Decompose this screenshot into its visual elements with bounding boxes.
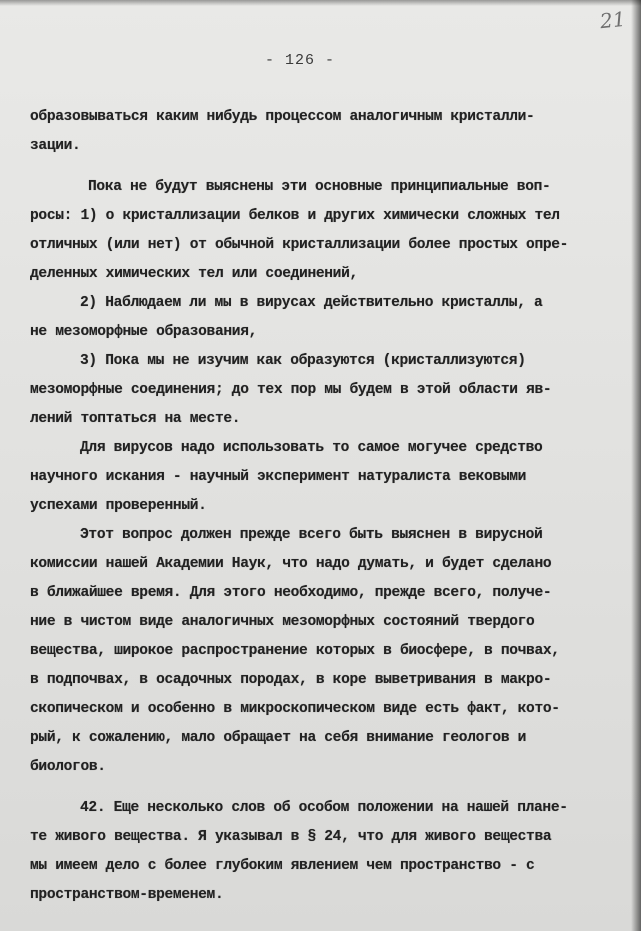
text-line: Пока не будут выяснены эти основные принципиальные воп- <box>88 179 551 195</box>
scan-shadow-top <box>0 0 641 6</box>
scan-shadow-right <box>631 0 641 931</box>
text-line: зации. <box>30 138 81 154</box>
page-number: - 126 - <box>264 52 335 69</box>
text-line: мезоморфные соединения; до тех пор мы будем в этой области яв- <box>30 382 552 398</box>
text-line: вещества, широкое распространение которых в биосфере, в почвах, <box>30 643 560 659</box>
text-line: росы: 1) о кристаллизации белков и других химически сложных тел <box>30 208 560 224</box>
text-line: ние в чистом виде аналогичных мезоморфных состояний твердого <box>30 614 535 630</box>
text-line: комиссии нашей Академии Наук, что надо думать, и будет сделано <box>30 556 552 572</box>
text-line: биологов. <box>30 759 106 775</box>
text-line: в подпочвах, в осадочных породах, в коре выветривания в макро- <box>30 672 552 688</box>
document-body <box>30 103 620 910</box>
text-line: рый, к сожалению, мало обращает на себя внимание геологов и <box>30 730 527 746</box>
text-line: научного искания - научный эксперимент натуралиста вековыми <box>30 469 527 485</box>
text-line: в ближайшее время. Для этого необходимо, прежде всего, получе- <box>30 585 552 601</box>
text-line: не мезоморфные образования, <box>30 324 258 340</box>
text-line: деленных химических тел или соединений, <box>30 266 358 282</box>
text-line: Этот вопрос должен прежде всего быть выяснен в вирусной <box>80 527 543 543</box>
text-line: лений топтаться на месте. <box>30 411 241 427</box>
text-line: скопическом и особенно в микроскопическом виде есть факт, кото- <box>30 701 560 717</box>
text-line: те живого вещества. Я указывал в § 24, что для живого вещества <box>30 829 552 845</box>
text-line: пространством-временем. <box>30 887 224 903</box>
text-line: образовываться каким нибудь процессом аналогичным кристалли- <box>30 109 535 125</box>
text-line: отличных (или нет) от обычной кристаллизации более простых опре- <box>30 237 569 253</box>
text-line: 2) Наблюдаем ли мы в вирусах действительно кристаллы, а <box>80 295 543 311</box>
text-line: 42. Еще несколько слов об особом положении на нашей плане- <box>80 800 568 816</box>
text-line: мы имеем дело с более глубоким явлением чем пространство - с <box>30 858 535 874</box>
text-line: успехами проверенный. <box>30 498 207 514</box>
archive-mark: 21 <box>598 6 627 34</box>
text-line: 3) Пока мы не изучим как образуются (кристаллизуются) <box>80 353 526 369</box>
text-line: Для вирусов надо использовать то самое могучее средство <box>80 440 543 456</box>
